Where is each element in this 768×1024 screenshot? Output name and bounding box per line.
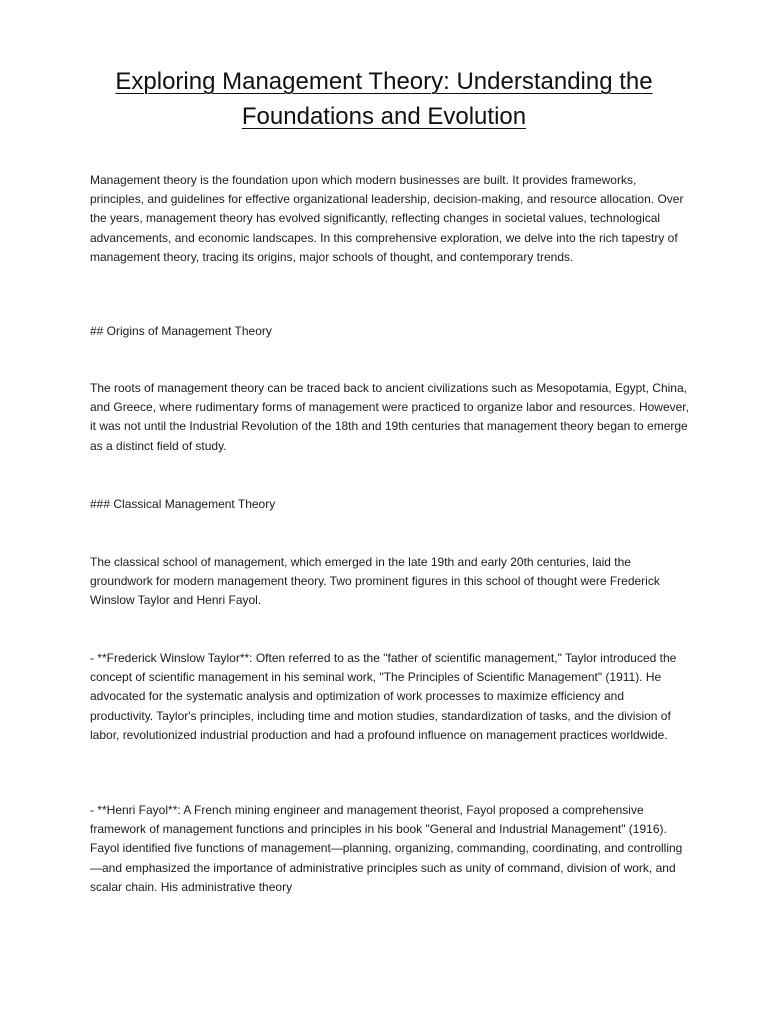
- heading-classical: ### Classical Management Theory: [90, 497, 276, 511]
- classical-paragraph: The classical school of management, which emerged in the late 19th and early 20th centuries, laid the groundwork for modern management theory. Two prominent figures in this school of thought were Frederick Winslow Taylor and Henri Fayol.: [90, 555, 660, 608]
- intro-paragraph: Management theory is the foundation upon which modern businesses are built. It provides frameworks, principles, and guidelines for effective organizational leadership, decision-making, and resource allocation. Over the years, management theory has evolved significantly, reflecting changes in societal values, technological advancements, and economic landscapes. In this comprehensive exploration, we delve into the rich tapestry of management theory, tracing its origins, major schools of thought, and contemporary trends.: [90, 173, 684, 264]
- page-title: [60, 64, 708, 134]
- fayol-paragraph: - **Henri Fayol**: A French mining engineer and management theorist, Fayol proposed a comprehensive framework of management functions and principles in his book "General and Industrial Management" (1916). Fayol identified five functions of management—planning, organizing, commanding, coordinating, and controlling—and emphasized the importance of administrative principles such as unity of command, division of work, and scalar chain. His administrative theory: [90, 803, 683, 894]
- taylor-paragraph: - **Frederick Winslow Taylor**: Often referred to as the "father of scientific management," Taylor introduced the concept of scientific management in his seminal work, "The Principles of Scientific Management" (1911). He advocated for the systematic analysis and optimization of work processes to maximize efficiency and productivity. Taylor's principles, including time and motion studies, standardization of tasks, and the division of labor, revolutionized industrial production and had a profound influence on management practices worldwide.: [90, 651, 677, 742]
- title-line-1: Exploring Management Theory: Understanding the: [115, 68, 653, 95]
- title-line-2: Foundations and Evolution: [241, 103, 527, 130]
- origins-paragraph: The roots of management theory can be traced back to ancient civilizations such as Mesopotamia, Egypt, China, and Greece, where rudimentary forms of management were practiced to organize labor and resources. However, it was not until the Industrial Revolution of the 18th and 19th centuries that management theory began to emerge as a distinct field of study.: [90, 381, 689, 453]
- heading-origins: ## Origins of Management Theory: [90, 324, 272, 338]
